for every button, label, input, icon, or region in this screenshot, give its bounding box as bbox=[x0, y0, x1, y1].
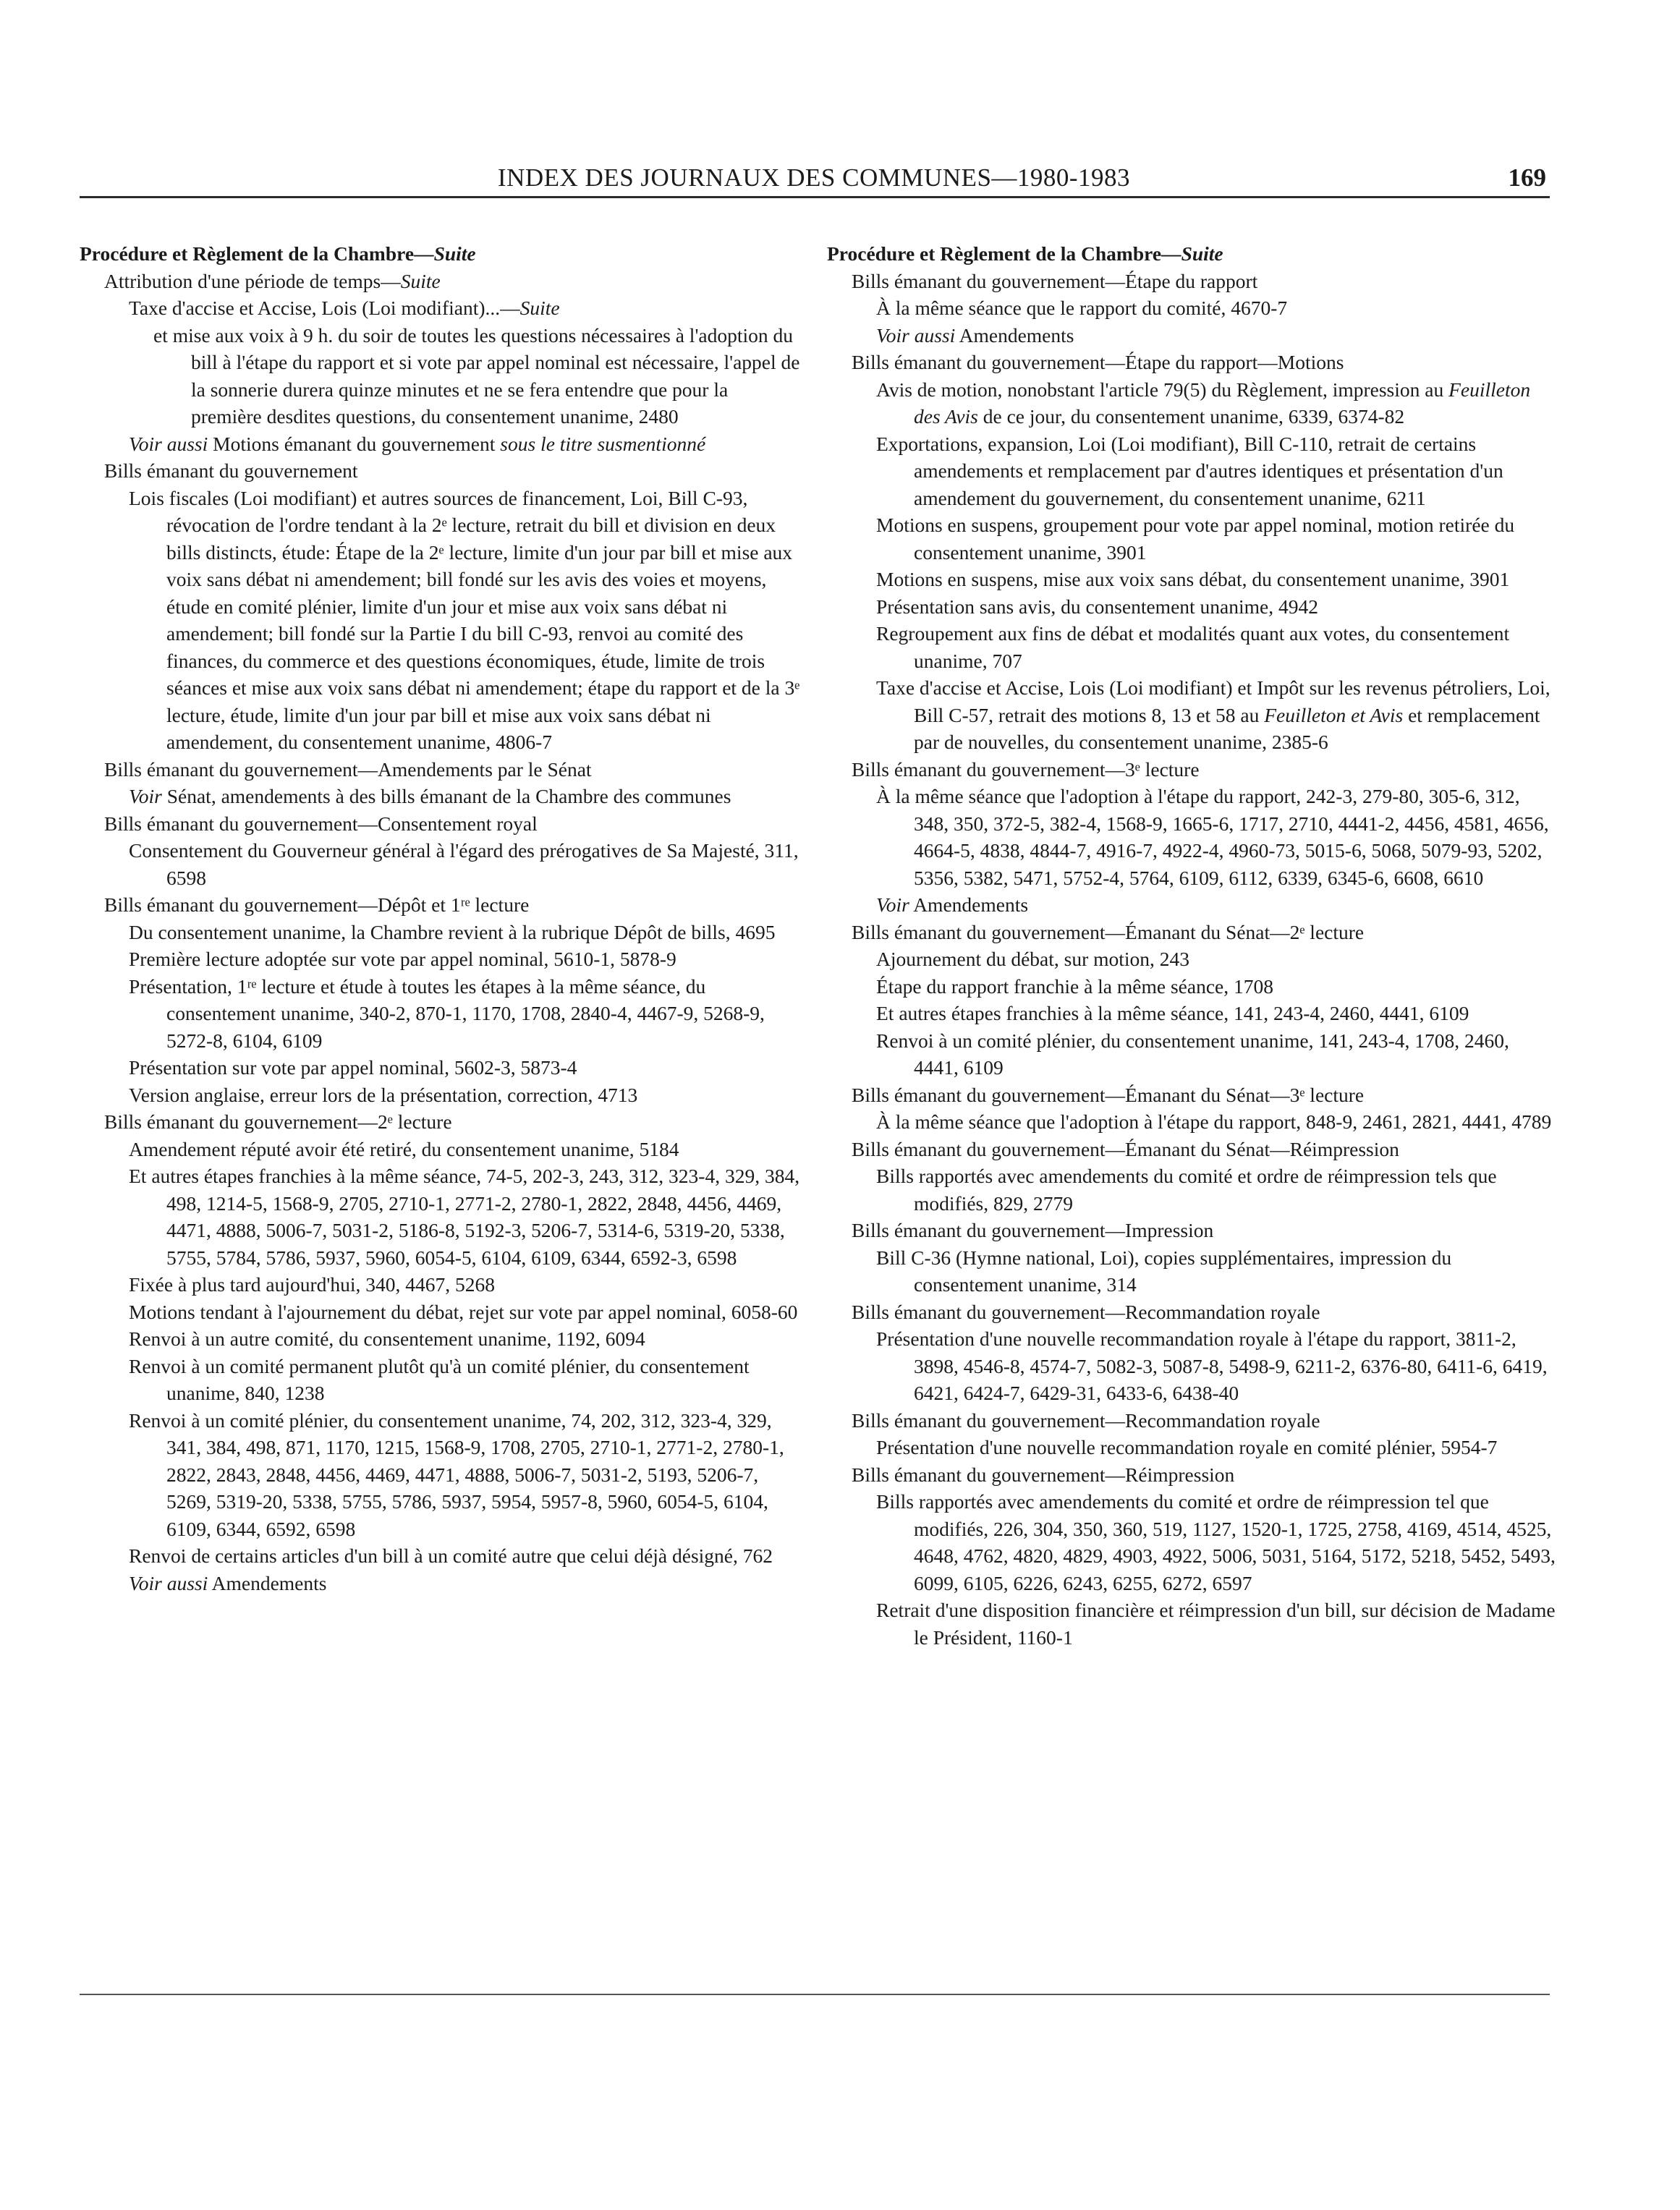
entry-text: Consentement du Gouverneur général à l'égard des prérogatives de Sa Majesté, 311, 6598 bbox=[129, 839, 799, 889]
entry-text: Motions tendant à l'ajournement du débat, rejet sur vote par appel nominal, 6058-60 bbox=[129, 1300, 798, 1323]
index-entry bbox=[80, 485, 803, 756]
index-column-left bbox=[80, 240, 803, 1597]
entry-text: À la même séance que le rapport du comité, 4670-7 bbox=[876, 297, 1288, 319]
entry-text: Feuilleton et Avis bbox=[1264, 703, 1404, 726]
index-entry bbox=[827, 783, 1558, 891]
index-entry bbox=[827, 1461, 1558, 1489]
entry-text: Suite bbox=[1181, 242, 1223, 265]
entry-text: Présentation d'une nouvelle recommandation royale en comité plénier, 5954-7 bbox=[876, 1436, 1498, 1458]
index-entry bbox=[80, 1299, 803, 1326]
index-entry bbox=[827, 322, 1558, 349]
entry-text: sous le titre susmentionné bbox=[500, 432, 706, 455]
running-header-title: INDEX DES JOURNAUX DES COMMUNES—1980-1983 bbox=[497, 163, 1131, 192]
entry-text: Voir aussi bbox=[129, 1571, 208, 1594]
footer-rule bbox=[80, 1994, 1550, 1995]
entry-text: Bills émanant du gouvernement—3ᵉ lecture bbox=[852, 757, 1200, 781]
index-entry bbox=[827, 1136, 1558, 1163]
index-entry bbox=[827, 1407, 1558, 1435]
entry-text: Bills émanant du gouvernement—Émanant du Sénat—2ᵉ lecture bbox=[852, 920, 1365, 943]
entry-text: Étape du rapport franchie à la même séance, 1708 bbox=[876, 974, 1273, 998]
entry-text: de ce jour, du consentement unanime, 6339, 6374-82 bbox=[977, 405, 1405, 428]
index-entry bbox=[80, 1407, 803, 1543]
header-rule bbox=[80, 196, 1550, 198]
index-entry bbox=[80, 1108, 803, 1136]
entry-text: Bills émanant du gouvernement—Réimpression bbox=[852, 1463, 1235, 1486]
entry-text: Bills rapportés avec amendements du comité et ordre de réimpression tel que modifiés, 226, 304, 350, 360, 519, 1127, 1520-1, 1725, 2758, 4169, 4514, 4525, 4648, 4762, 4820, 4829, 4903, 4922, 5006, 5031, 5164, 5172, 5218, 5452, 5493, 6099, 6105, 6226, 6243, 6255, 6272, 6597 bbox=[876, 1490, 1556, 1594]
entry-text: et mise aux voix à 9 h. du soir de toutes les questions nécessaires à l'adoption du bill à l'étape du rapport et si vote par appel nominal est nécessaire, l'appel de la sonnerie durera quinze minutes et ne se fera entendre que pour la première desdites questions, du consentement unanime, 2480 bbox=[153, 323, 800, 428]
index-entry bbox=[827, 593, 1558, 621]
entry-text: Bills émanant du gouvernement—Recommandation royale bbox=[852, 1408, 1320, 1432]
index-entry bbox=[80, 1136, 803, 1163]
index-entry bbox=[827, 973, 1558, 1000]
index-entry bbox=[80, 945, 803, 973]
entry-text: Retrait d'une disposition financière et réimpression d'un bill, sur décision de Madame le Président, 1160-1 bbox=[876, 1599, 1556, 1649]
entry-text: Bills émanant du gouvernement—Consentement royal bbox=[104, 812, 538, 835]
index-heading bbox=[80, 240, 803, 268]
entry-text: Avis de motion, nonobstant l'article 79(5) du Règlement, impression au bbox=[876, 378, 1449, 401]
entry-text: Renvoi à un comité permanent plutôt qu'à un comité plénier, du consentement unanime, 840, 1238 bbox=[129, 1354, 750, 1404]
index-entry bbox=[80, 1271, 803, 1299]
index-entry bbox=[827, 294, 1558, 322]
index-entry bbox=[827, 349, 1558, 376]
index-entry bbox=[80, 973, 803, 1055]
entry-text: Première lecture adoptée sur vote par appel nominal, 5610-1, 5878-9 bbox=[129, 948, 676, 970]
index-entry bbox=[827, 511, 1558, 566]
index-entry bbox=[80, 294, 803, 322]
index-entry bbox=[827, 1081, 1558, 1109]
entry-text: Bills rapportés avec amendements du comité et ordre de réimpression tels que modifiés, 829, 2779 bbox=[876, 1165, 1497, 1215]
index-entry bbox=[80, 1054, 803, 1081]
index-entry bbox=[80, 919, 803, 946]
index-entry bbox=[827, 268, 1558, 295]
entry-text: Suite bbox=[433, 242, 476, 265]
entry-text: Bill C-36 (Hymne national, Loi), copies supplémentaires, impression du consentement unanime, 314 bbox=[876, 1246, 1452, 1296]
entry-text: Du consentement unanime, la Chambre revient à la rubrique Dépôt de bills, 4695 bbox=[129, 920, 776, 943]
index-entry bbox=[827, 1597, 1558, 1651]
index-entry bbox=[80, 268, 803, 295]
index-entry bbox=[827, 1163, 1558, 1217]
index-heading bbox=[827, 240, 1558, 268]
entry-text: Fixée à plus tard aujourd'hui, 340, 4467, 5268 bbox=[129, 1273, 495, 1296]
entry-text: À la même séance que l'adoption à l'étape du rapport, 242-3, 279-80, 305-6, 312, 348, 350, 372-5, 382-4, 1568-9, 1665-6, 1717, 2710, 4441-2, 4456, 4581, 4656, 4664-5, 4838, 4844-7, 4916-7, 4922-4, 4960-73, 5015-6, 5068, 5079-93, 5202, 5356, 5382, 5471, 5752-4, 5764, 6109, 6112, 6339, 6345-6, 6608, 6610 bbox=[876, 785, 1549, 889]
entry-text: À la même séance que l'adoption à l'étape du rapport, 848-9, 2461, 2821, 4441, 4789 bbox=[876, 1110, 1552, 1133]
index-entry bbox=[827, 919, 1558, 946]
index-entry bbox=[80, 1570, 803, 1597]
index-entry bbox=[80, 756, 803, 783]
entry-text: Voir bbox=[129, 785, 162, 807]
entry-text: Présentation, 1ʳᵉ lecture et étude à toutes les étapes à la même séance, du consentement unanime, 340-2, 870-1, 1170, 1708, 2840-4, 4467-9, 5268-9, 5272-8, 6104, 6109 bbox=[129, 974, 765, 1052]
entry-text: Ajournement du débat, sur motion, 243 bbox=[876, 948, 1190, 970]
entry-text: Amendements bbox=[909, 893, 1029, 916]
entry-text: Motions en suspens, mise aux voix sans débat, du consentement unanime, 3901 bbox=[876, 568, 1510, 590]
index-entry bbox=[827, 945, 1558, 973]
entry-text: Suite bbox=[400, 269, 441, 292]
index-entry bbox=[80, 891, 803, 919]
entry-text: Bills émanant du gouvernement—Émanant du Sénat—Réimpression bbox=[852, 1137, 1399, 1160]
index-entry bbox=[827, 1217, 1558, 1244]
index-entry bbox=[80, 1542, 803, 1570]
entry-text: Renvoi à un comité plénier, du consentement unanime, 74, 202, 312, 323-4, 329, 341, 384, 498, 871, 1170, 1215, 1568-9, 1708, 2705, 2710-1, 2771-2, 2780-1, 2822, 2843, 2848, 4456, 4469, 4471, 4888, 5006-7, 5031-2, 5193, 5206-7, 5269, 5319-20, 5338, 5755, 5786, 5937, 5954, 5957-8, 5960, 6054-5, 6104, 6109, 6344, 6592, 6598 bbox=[129, 1408, 784, 1540]
index-entry bbox=[80, 322, 803, 430]
index-entry bbox=[80, 1163, 803, 1271]
entry-text: Voir aussi bbox=[129, 432, 208, 455]
index-entry bbox=[827, 1027, 1558, 1081]
entry-text: Renvoi à un autre comité, du consentement unanime, 1192, 6094 bbox=[129, 1327, 645, 1350]
entry-text: Bills émanant du gouvernement bbox=[104, 459, 358, 482]
entry-text: Amendements bbox=[955, 323, 1074, 347]
index-entry bbox=[80, 810, 803, 838]
entry-text: Taxe d'accise et Accise, Lois (Loi modifiant)...— bbox=[129, 297, 520, 319]
entry-text: Suite bbox=[519, 297, 560, 319]
entry-text: Motions en suspens, groupement pour vote par appel nominal, motion retirée du consentement unanime, 3901 bbox=[876, 514, 1515, 564]
index-entry bbox=[80, 1353, 803, 1407]
entry-text: Et autres étapes franchies à la même séance, 74-5, 202-3, 243, 312, 323-4, 329, 384, 498, 1214-5, 1568-9, 2705, 2710-1, 2771-2, 2780-1, 2822, 2848, 4456, 4469, 4471, 4888, 5006-7, 5031-2, 5186-8, 5192-3, 5206-7, 5314-6, 5319-20, 5338, 5755, 5784, 5786, 5937, 5960, 6054-5, 6104, 6109, 6344, 6592-3, 6598 bbox=[129, 1165, 800, 1269]
entry-text: Regroupement aux fins de débat et modalités quant aux votes, du consentement unanime, 707 bbox=[876, 622, 1510, 672]
entry-text: Renvoi à un comité plénier, du consentement unanime, 141, 243-4, 1708, 2460, 4441, 6109 bbox=[876, 1029, 1509, 1079]
index-entry bbox=[827, 1434, 1558, 1461]
entry-text: Motions émanant du gouvernement bbox=[208, 432, 501, 455]
entry-text: Amendements bbox=[208, 1571, 327, 1594]
index-entry bbox=[80, 837, 803, 891]
index-entry bbox=[827, 756, 1558, 783]
entry-text: Bills émanant du gouvernement—Étape du rapport—Motions bbox=[852, 351, 1344, 373]
entry-text: Bills émanant du gouvernement—Étape du rapport bbox=[852, 269, 1258, 292]
entry-text: Taxe d'accise et Accise, Lois (Loi modifiant) et Impôt sur les revenus pétroliers, Loi, Bill C-57, retrait des motions 8, 13 et 58 au bbox=[876, 676, 1550, 726]
entry-text: Procédure et Règlement de la Chambre— bbox=[80, 242, 434, 265]
index-entry bbox=[827, 1000, 1558, 1027]
index-entry bbox=[80, 783, 803, 810]
entry-text: Bills émanant du gouvernement—Recommandation royale bbox=[852, 1300, 1320, 1323]
entry-text: Voir bbox=[876, 893, 909, 916]
index-entry bbox=[827, 620, 1558, 674]
index-entry bbox=[827, 1299, 1558, 1326]
entry-text: Bills émanant du gouvernement—Émanant du Sénat—3ᵉ lecture bbox=[852, 1083, 1365, 1106]
entry-text: Présentation d'une nouvelle recommandation royale à l'étape du rapport, 3811-2, 3898, 4546-8, 4574-7, 5082-3, 5087-8, 5498-9, 6211-2, 6376-80, 6411-6, 6419, 6421, 6424-7, 6429-31, 6433-6, 6438-40 bbox=[876, 1327, 1548, 1404]
entry-text: Voir aussi bbox=[876, 323, 956, 347]
entry-text: Présentation sans avis, du consentement unanime, 4942 bbox=[876, 595, 1318, 618]
index-entry bbox=[827, 674, 1558, 756]
index-entry bbox=[827, 1325, 1558, 1407]
entry-text: Bills émanant du gouvernement—Impression bbox=[852, 1219, 1214, 1241]
index-entry bbox=[80, 430, 803, 458]
index-column-right bbox=[827, 240, 1558, 1651]
entry-text: Sénat, amendements à des bills émanant de la Chambre des communes bbox=[161, 785, 731, 807]
index-entry bbox=[827, 1108, 1558, 1136]
entry-text: Bills émanant du gouvernement—Dépôt et 1ʳᵉ lecture bbox=[104, 893, 530, 916]
index-entry bbox=[827, 430, 1558, 512]
entry-text: Bills émanant du gouvernement—2ᵉ lecture bbox=[104, 1110, 452, 1133]
index-entry bbox=[827, 1488, 1558, 1597]
entry-text: Lois fiscales (Loi modifiant) et autres sources de financement, Loi, Bill C-93, révocation de l'ordre tendant à la 2ᵉ lecture, retrait du bill et division en deux bills distincts, étude: Étape de la 2ᵉ lecture, limite d'un jour par bill et mise aux voix sans débat ni amendement; bill fondé sur les avis des voies et moyens, étude en comité plénier, limite d'un jour et mise aux voix sans débat ni amendement; bill fondé sur la Partie I du bill C-93, renvoi au comité des finances, du commerce et des questions économiques, étude, limite de trois séances et mise aux voix sans débat ni amendement; étape du rapport et de la 3ᵉ lecture, étude, limite d'un jour par bill et mise aux voix sans débat ni amendement, du consentement unanime, 4806-7 bbox=[129, 486, 800, 753]
index-entry bbox=[80, 1081, 803, 1109]
index-entry bbox=[827, 1244, 1558, 1299]
entry-text: Et autres étapes franchies à la même séance, 141, 243-4, 2460, 4441, 6109 bbox=[876, 1002, 1469, 1024]
entry-text: Présentation sur vote par appel nominal, 5602-3, 5873-4 bbox=[129, 1056, 577, 1079]
index-entry bbox=[827, 891, 1558, 919]
entry-text: et remplacement par de nouvelles, du consentement unanime, 2385-6 bbox=[914, 703, 1540, 753]
index-entry bbox=[80, 457, 803, 485]
entry-text: Procédure et Règlement de la Chambre— bbox=[827, 242, 1181, 265]
index-entry bbox=[827, 376, 1558, 430]
index-entry bbox=[827, 566, 1558, 593]
index-entry bbox=[80, 1325, 803, 1353]
entry-text: Attribution d'une période de temps— bbox=[104, 269, 401, 292]
entry-text: Feuilleton des Avis bbox=[914, 378, 1531, 428]
entry-text: Version anglaise, erreur lors de la présentation, correction, 4713 bbox=[129, 1083, 638, 1106]
entry-text: Bills émanant du gouvernement—Amendements par le Sénat bbox=[104, 757, 592, 781]
entry-text: Exportations, expansion, Loi (Loi modifiant), Bill C-110, retrait de certains amendements et remplacement par d'autres identiques et présentation d'un amendement du gouvernement, du consentement unanime, 6211 bbox=[876, 432, 1503, 509]
entry-text: Amendement réputé avoir été retiré, du consentement unanime, 5184 bbox=[129, 1137, 679, 1160]
entry-text: Renvoi de certains articles d'un bill à un comité autre que celui déjà désigné, 762 bbox=[129, 1544, 773, 1567]
page-number: 169 bbox=[1508, 163, 1546, 192]
